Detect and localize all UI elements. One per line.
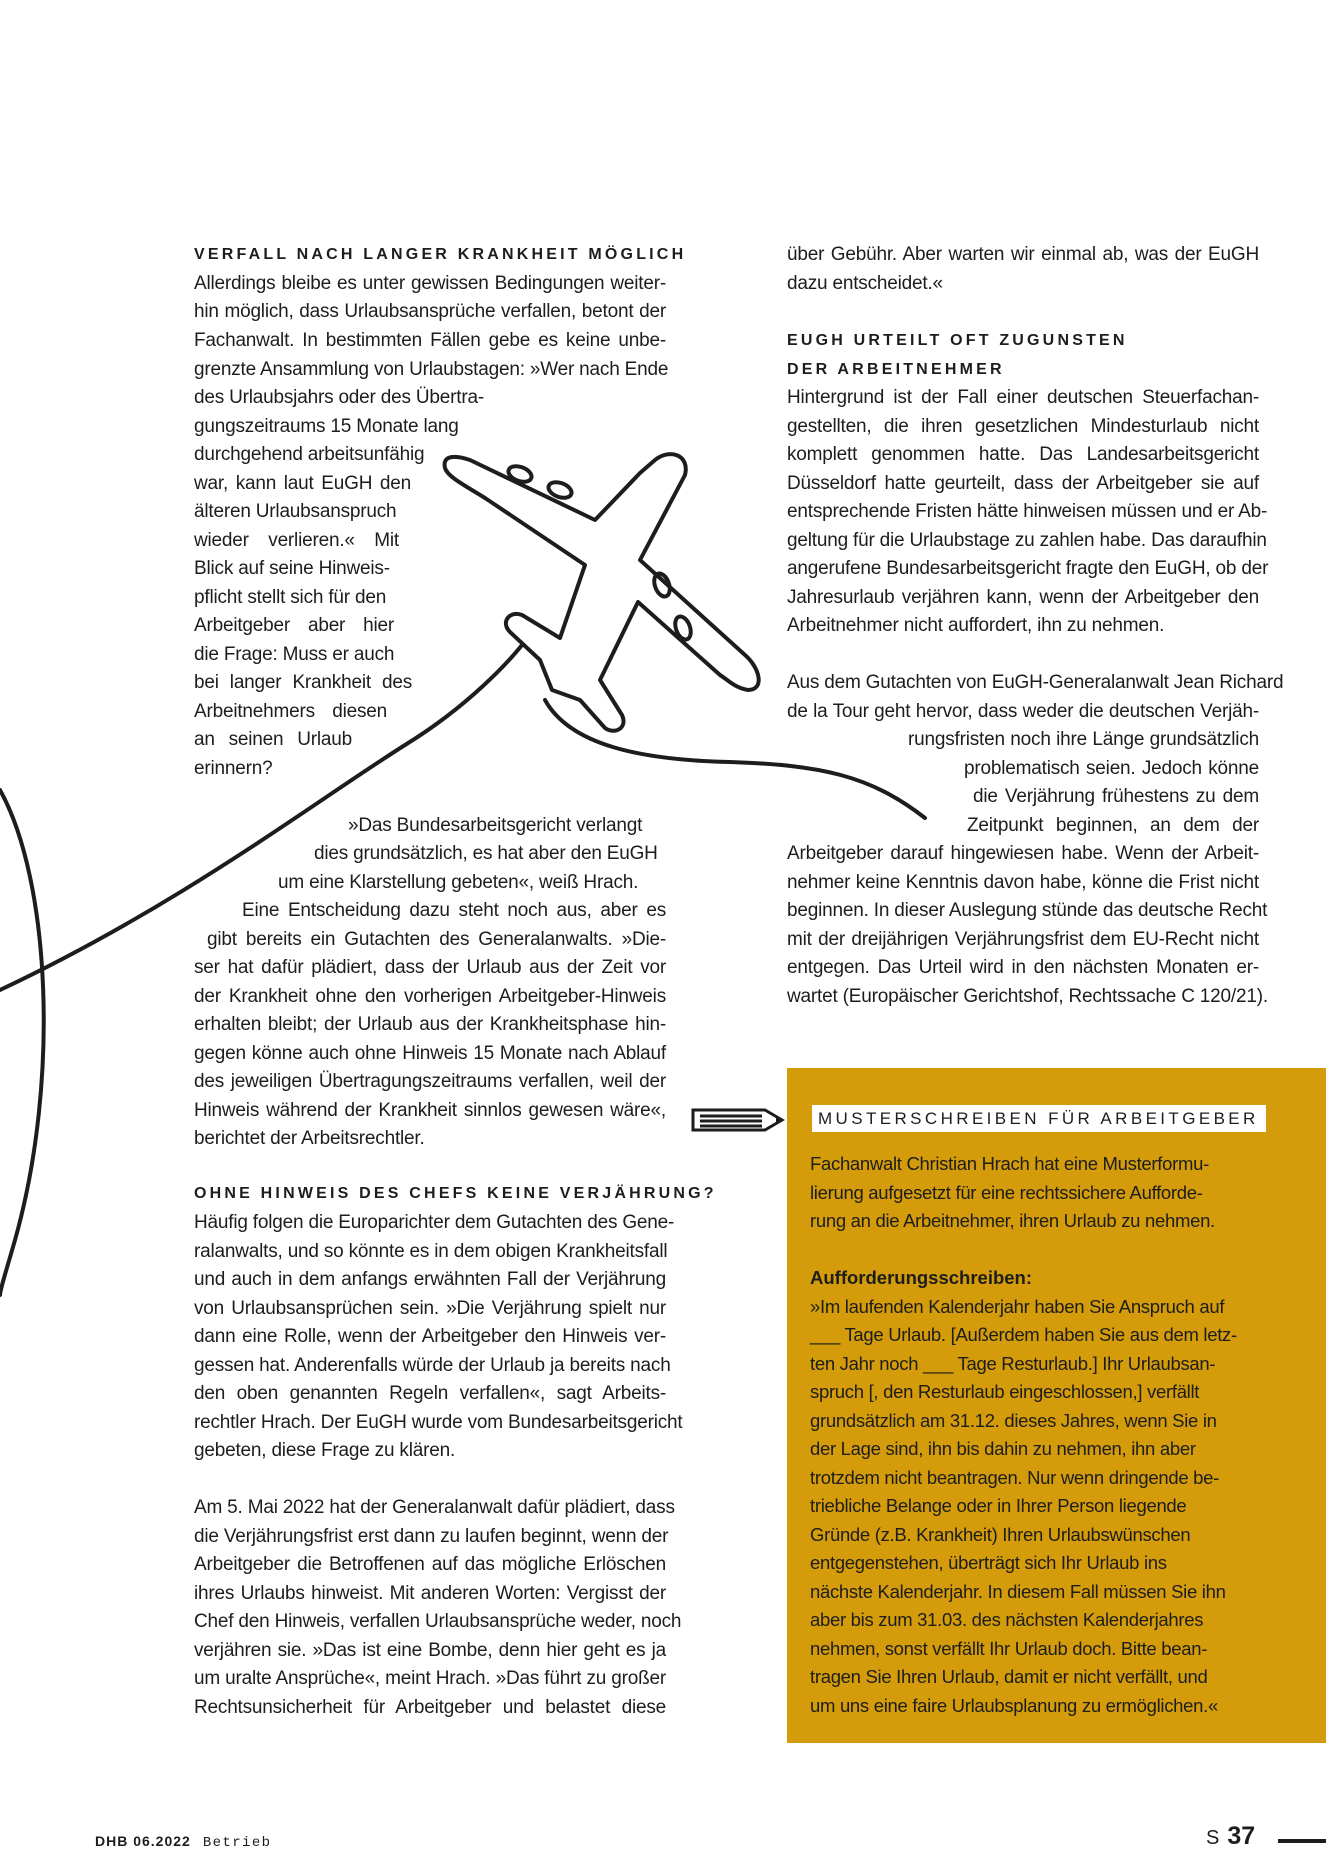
text-line: ihres Urlaubs hinweist. Mit anderen Worten: Vergisst der [194, 1583, 666, 1604]
text-line: Jahresurlaub verjähren kann, wenn der Arbeitgeber den [787, 587, 1259, 608]
text-line: Fachanwalt. In bestimmten Fällen gebe es keine unbe- [194, 330, 666, 351]
text-line: berichtet der Arbeitsrechtler. [194, 1128, 425, 1149]
text-line: war, kann laut EuGH den [194, 473, 411, 494]
text-line: problematisch seien. Jedoch könne [964, 758, 1259, 779]
text-line: von Urlaubsansprüchen sein. »Die Verjährung spielt nur [194, 1298, 666, 1319]
text-line: de la Tour geht hervor, dass weder die deutschen Verjäh- [787, 701, 1259, 722]
globe-arc [0, 790, 44, 1295]
text-line: den oben genannten Regeln verfallen«, sagt Arbeits- [194, 1383, 666, 1404]
text-line: die Verjährungsfrist erst dann zu laufen beginnt, wenn der [194, 1526, 669, 1547]
text-line: grundsätzlich am 31.12. dieses Jahres, wenn Sie in [810, 1410, 1217, 1431]
pencil-icon [693, 1110, 782, 1130]
text-line: entgegen. Das Urteil wird in den nächsten Monaten er- [787, 957, 1259, 978]
text-line: ten Jahr noch ___ Tage Resturlaub.] Ihr Urlaubsan- [810, 1353, 1216, 1374]
text-line: Fachanwalt Christian Hrach hat eine Musterformu- [810, 1153, 1209, 1174]
footer-rule [1278, 1839, 1326, 1843]
page-number-block [1206, 1822, 1255, 1851]
text-line: hin möglich, dass Urlaubsansprüche verfallen, betont der [194, 301, 666, 322]
text-line: erinnern? [194, 758, 273, 779]
text-line: rung an die Arbeitnehmer, ihren Urlaub zu nehmen. [810, 1210, 1215, 1231]
text-line: Aus dem Gutachten von EuGH-Generalanwalt Jean Richard [787, 672, 1284, 693]
text-line: angerufene Bundesarbeitsgericht fragte den EuGH, ob der [787, 558, 1269, 579]
text-line: lierung aufgesetzt für eine rechtssichere Aufforde- [810, 1182, 1203, 1203]
text-line: nehmen, sonst verfällt Ihr Urlaub doch. Bitte bean- [810, 1638, 1208, 1659]
text-line: triebliche Belange oder in Ihrer Person liegende [810, 1495, 1187, 1516]
text-line: Düsseldorf hatte geurteilt, dass der Arbeitgeber sie auf [787, 473, 1259, 494]
text-line: an seinen Urlaub [194, 729, 352, 750]
text-line: komplett genommen hatte. Das Landesarbeitsgericht [787, 444, 1259, 465]
text-line: dies grundsätzlich, es hat aber den EuGH [314, 843, 658, 864]
text-line: bei langer Krankheit des [194, 672, 412, 693]
text-line: grenzte Ansammlung von Urlaubstagen: »Wer nach Ende [194, 359, 669, 380]
text-line: Hintergrund ist der Fall einer deutschen Steuerfachan- [787, 387, 1259, 408]
text-line: beginnen. In dieser Auslegung stünde das deutsche Recht [787, 900, 1268, 921]
text-line: gestellten, die ihren gesetzlichen Mindesturlaub nicht [787, 416, 1259, 437]
text-line: Arbeitnehmer nicht auffordert, ihn zu nehmen. [787, 615, 1165, 636]
section-heading: EUGH URTEILT OFT ZUGUNSTEN [787, 332, 1128, 349]
engine-icon [651, 571, 672, 598]
text-line: Arbeitnehmers diesen [194, 701, 387, 722]
text-line: ___ Tage Urlaub. [Außerdem haben Sie aus dem letz- [810, 1324, 1237, 1345]
text-line: gebeten, diese Frage zu klären. [194, 1440, 456, 1461]
text-line: entgegenstehen, überträgt sich Ihr Urlaub ins [810, 1552, 1167, 1573]
text-line: Rechtsunsicherheit für Arbeitgeber und belastet diese [194, 1697, 666, 1718]
text-line: Am 5. Mai 2022 hat der Generalanwalt dafür plädiert, dass [194, 1497, 675, 1518]
text-line: verjähren sie. »Das ist eine Bombe, denn hier geht es ja [194, 1640, 666, 1661]
text-line: über Gebühr. Aber warten wir einmal ab, was der EuGH [787, 244, 1259, 265]
text-line: Arbeitgeber die Betroffenen auf das mögliche Erlöschen [194, 1554, 666, 1575]
text-line: um uns eine faire Urlaubsplanung zu ermöglichen.« [810, 1695, 1218, 1716]
text-line: dazu entscheidet.« [787, 273, 943, 294]
text-line: gungszeitraums 15 Monate lang [194, 416, 459, 437]
text-line: Blick auf seine Hinweis- [194, 558, 390, 579]
page-prefix: S [1206, 1827, 1220, 1849]
text-line: gessen hat. Anderenfalls würde der Urlaub ja bereits nach [194, 1355, 671, 1376]
text-line: Eine Entscheidung dazu steht noch aus, aber es [242, 900, 666, 921]
text-line: rungsfristen noch ihre Länge grundsätzlich [908, 729, 1259, 750]
text-line: rechtler Hrach. Der EuGH wurde vom Bundesarbeitsgericht [194, 1412, 683, 1433]
info-box-title: MUSTERSCHREIBEN FÜR ARBEITGEBER [812, 1105, 1266, 1132]
text-line: Hinweis während der Krankheit sinnlos gewesen wäre«, [194, 1100, 666, 1121]
text-line: die Verjährung frühestens zu dem [973, 786, 1259, 807]
text-line: tragen Sie Ihren Urlaub, damit er nicht verfällt, und [810, 1666, 1208, 1687]
text-line: ralanwalts, und so könnte es in dem obigen Krankheitsfall [194, 1241, 668, 1262]
text-line: die Frage: Muss er auch [194, 644, 395, 665]
text-line: wartet (Europäischer Gerichtshof, Rechtssache C 120/21). [787, 986, 1268, 1007]
text-line: und auch in dem anfangs erwähnten Fall der Verjährung [194, 1269, 666, 1290]
text-line: Häufig folgen die Europarichter dem Gutachten des Gene- [194, 1212, 675, 1233]
text-line: Gründe (z.B. Krankheit) Ihren Urlaubswünschen [810, 1524, 1191, 1545]
text-line: gibt bereits ein Gutachten des Generalanwalts. »Die- [207, 929, 666, 950]
letter-heading: Aufforderungsschreiben: [810, 1267, 1033, 1288]
text-line: des jeweiligen Übertragungszeitraums verfallen, weil der [194, 1071, 666, 1092]
text-line: spruch [, den Resturlaub eingeschlossen,] verfällt [810, 1381, 1200, 1402]
text-line: Arbeitgeber aber hier [194, 615, 394, 636]
airplane-outline [445, 454, 759, 731]
page-number: 37 [1227, 1822, 1256, 1850]
text-line: Zeitpunkt beginnen, an dem der [967, 815, 1259, 836]
text-line: ser hat dafür plädiert, dass der Urlaub aus der Zeit vor [194, 957, 666, 978]
footer-issue [95, 1833, 271, 1851]
text-line: um uralte Ansprüche«, meint Hrach. »Das führt zu großer [194, 1668, 666, 1689]
text-line: der Krankheit ohne den vorherigen Arbeitgeber-Hinweis [194, 986, 666, 1007]
text-line: trotzdem nicht beantragen. Nur wenn dringende be- [810, 1467, 1220, 1488]
text-line: Chef den Hinweis, verfallen Urlaubsansprüche weder, noch [194, 1611, 682, 1632]
text-line: mit der dreijährigen Verjährungsfrist dem EU-Recht nicht [787, 929, 1259, 950]
magazine-issue: DHB 06.2022 [95, 1833, 191, 1849]
text-line: pflicht stellt sich für den [194, 587, 387, 608]
text-line: dann eine Rolle, wenn der Arbeitgeber den Hinweis ver- [194, 1326, 666, 1347]
text-line: aber bis zum 31.03. des nächsten Kalenderjahres [810, 1609, 1204, 1630]
text-line: Arbeitgeber darauf hingewiesen habe. Wenn der Arbeit- [787, 843, 1259, 864]
section-name: Betrieb [202, 1835, 272, 1851]
text-line: »Das Bundesarbeitsgericht verlangt [348, 815, 643, 836]
text-line: durchgehend arbeitsunfähig [194, 444, 425, 465]
text-line: des Urlaubsjahrs oder des Übertra- [194, 387, 484, 408]
text-line: der Lage sind, ihn bis dahin zu nehmen, ihn aber [810, 1438, 1196, 1459]
text-line: erhalten bleibt; der Urlaub aus der Krankheitsphase hin- [194, 1014, 666, 1035]
text-line: »Im laufenden Kalenderjahr haben Sie Anspruch auf [810, 1296, 1225, 1317]
text-line: um eine Klarstellung gebeten«, weiß Hrach. [278, 872, 639, 893]
text-line: gegen könne auch ohne Hinweis 15 Monate nach Ablauf [194, 1043, 666, 1064]
text-line: nächste Kalenderjahr. In diesem Fall müssen Sie ihn [810, 1581, 1226, 1602]
section-heading: OHNE HINWEIS DES CHEFS KEINE VERJÄHRUNG? [194, 1185, 717, 1202]
text-line: entsprechende Fristen hätte hinweisen müssen und er Ab- [787, 501, 1268, 522]
text-line: nehmer keine Kenntnis davon habe, könne die Frist nicht [787, 872, 1259, 893]
text-line: wieder verlieren.« Mit [194, 530, 399, 551]
text-line: Allerdings bleibe es unter gewissen Bedingungen weiter- [194, 273, 666, 294]
text-line: geltung für die Urlaubstage zu zahlen habe. Das daraufhin [787, 530, 1267, 551]
text-line: älteren Urlaubsanspruch [194, 501, 397, 522]
section-heading: DER ARBEITNEHMER [787, 361, 1005, 378]
section-heading: VERFALL NACH LANGER KRANKHEIT MÖGLICH [194, 246, 687, 263]
